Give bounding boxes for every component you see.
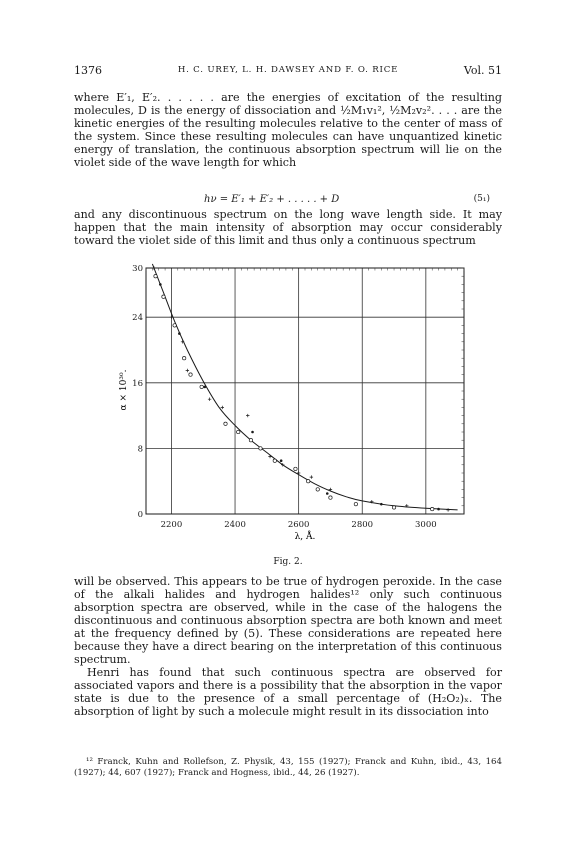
x-tick-label: 2400	[224, 520, 246, 530]
data-point-circle	[294, 467, 297, 470]
x-tick-label: 3000	[415, 520, 437, 530]
data-point-circle	[224, 422, 227, 425]
data-point-circle	[273, 459, 276, 462]
running-header-authors: H. C. UREY, L. H. DAWSEY AND F. O. RICE	[177, 65, 399, 75]
data-point-circle	[237, 430, 240, 433]
y-tick-label: 16	[132, 378, 143, 389]
paragraph-hydrogen-peroxide: will be observed. This appears to be true of hydrogen peroxide. In the case of the alkali halides and hydrogen halides¹² only such continuous absorption spectra are observed, while in the case of the halogens the discontinuous and continuous absorption spectra are both known and meet at the frequency defined by (5). These considerations are repeated here because they have a direct bearing on the interpretation of this continuous spectrum.	[74, 575, 502, 666]
data-point-circle	[162, 295, 165, 298]
data-point-cross	[221, 406, 224, 409]
data-point-dot	[437, 508, 440, 511]
data-point-circle	[259, 447, 262, 450]
y-axis-label: α × 10³⁰.	[119, 369, 129, 411]
data-point-circle	[392, 506, 395, 509]
data-point-dot	[380, 503, 383, 506]
y-tick-label: 8	[137, 444, 143, 455]
data-point-dot	[178, 332, 181, 335]
data-point-cross	[246, 414, 249, 417]
data-point-cross	[310, 475, 313, 478]
text-block-after-figure	[74, 575, 502, 718]
equation-number: (5₁)	[473, 194, 490, 204]
data-point-cross	[446, 508, 449, 511]
data-points	[152, 266, 450, 511]
paragraph-discontinuous-spectrum: and any discontinuous spectrum on the long wave length side. It may happen that the main intensity of absorption may occur considerably toward the violet side of this limit and thus only a continuous spectrum	[74, 208, 502, 247]
data-point-dot	[159, 283, 162, 286]
footnote-12	[74, 757, 502, 779]
data-point-circle	[200, 385, 203, 388]
x-tick-label: 2800	[351, 520, 374, 530]
data-point-circle	[173, 324, 176, 327]
x-axis-label: λ, Å.	[294, 532, 316, 542]
y-tick-label: 24	[132, 313, 143, 324]
footnote-text: ¹² Franck, Kuhn and Rollefson, Z. Physik, 43, 155 (1927); Franck and Kuhn, ibid., 43, 164 (1927); 44, 607 (1927); Franck and Hogness, ibid., 44, 26 (1927).	[74, 757, 502, 778]
data-point-circle	[354, 502, 357, 505]
data-point-circle	[154, 275, 157, 278]
data-point-dot	[251, 431, 254, 434]
chart-ticks	[132, 264, 464, 530]
data-point-cross	[152, 266, 155, 269]
paragraph-henri: Henri has found that such continuous spectra are observed for associated vapors and there is a possibility that the absorption in the vapor state is due to the presence of a small percentage of (H₂O₂)ₓ. The absorption of light by such a molecule might result in its dissociation into	[74, 666, 502, 718]
data-point-circle	[329, 496, 332, 499]
data-point-cross	[186, 369, 189, 372]
y-tick-label: 30	[132, 264, 143, 274]
data-point-circle	[316, 488, 319, 491]
paragraph-excitation-energies: where E′₁, E′₂. . . . . . are the energies of excitation of the resulting molecules, D is the energy of dissociation and ½M₁v₁², ½M₂v₂². . . . are the kinetic energies of the resulting molecules relative to the center of mass of the system. Since these resulting molecules can have unquantized kinetic energy of translation, the continuous absorption spectrum will lie on the violet side of the wave length for which	[74, 91, 502, 169]
fitted-curve	[152, 264, 457, 510]
equation-expression: hν = E′₁ + E′₂ + . . . . . + D	[204, 194, 340, 205]
volume-label: Vol. 51	[463, 64, 502, 77]
data-point-circle	[189, 373, 192, 376]
page-number: 1376	[74, 64, 102, 77]
x-tick-label: 2600	[287, 520, 310, 530]
data-point-circle	[182, 357, 185, 360]
plot-frame	[146, 268, 464, 514]
data-point-circle	[306, 480, 309, 483]
figure-caption: Fig. 2.	[273, 557, 303, 567]
data-point-circle	[249, 439, 252, 442]
chart-grid	[146, 268, 464, 514]
data-point-circle	[431, 507, 434, 510]
data-point-dot	[280, 459, 283, 462]
data-point-dot	[204, 386, 207, 389]
data-point-cross	[208, 398, 211, 401]
data-point-dot	[326, 492, 329, 495]
y-tick-label: 0	[137, 510, 143, 520]
x-tick-label: 2200	[160, 520, 183, 530]
